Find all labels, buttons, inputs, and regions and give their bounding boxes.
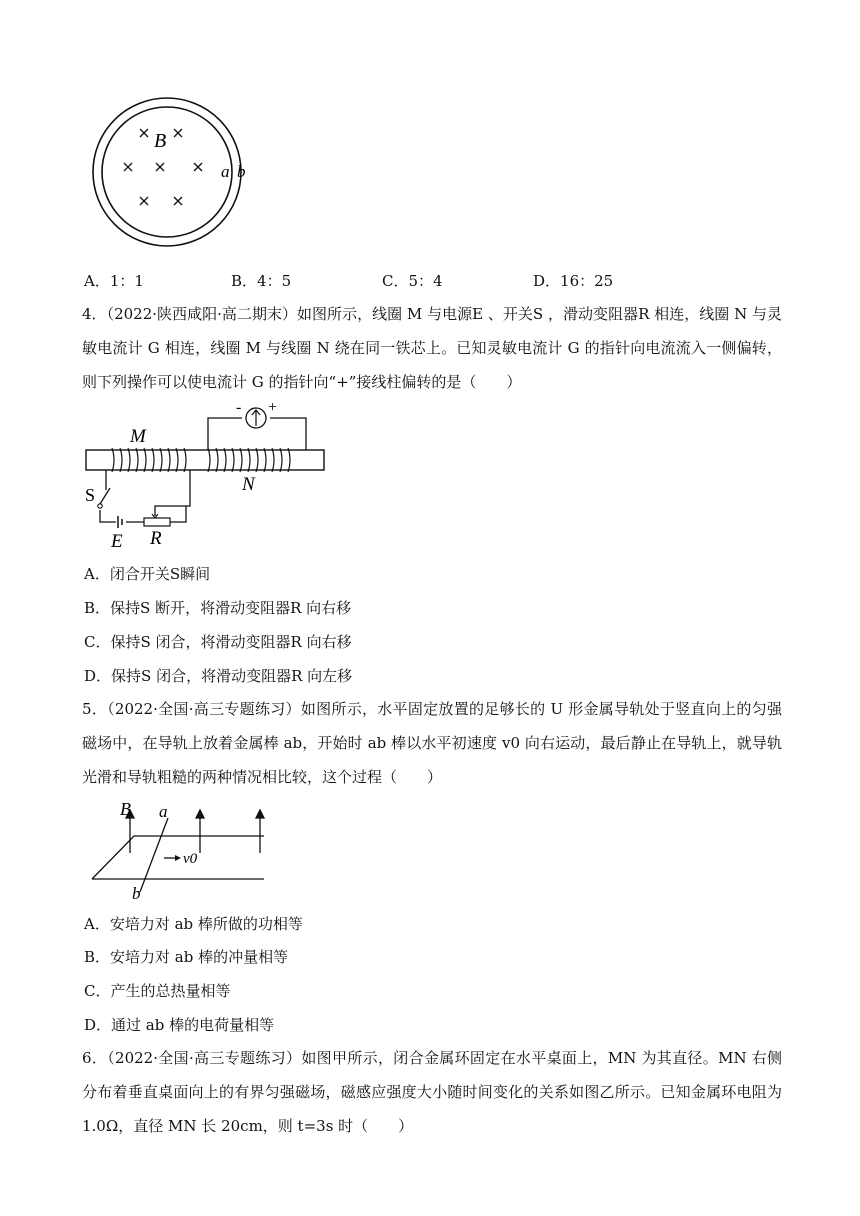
label-N: N (242, 474, 255, 495)
galvanometer-minus: - (236, 399, 242, 416)
q4-option-d[interactable]: D．保持S 闭合，将滑动变阻器R 向左移 (84, 667, 353, 685)
q3-concentric-rings-figure (82, 95, 262, 255)
q5-rail-figure (82, 798, 272, 904)
q5-option-c[interactable]: C．产生的总热量相等 (84, 982, 231, 1000)
label-B: B (120, 799, 131, 819)
label-b: b (132, 884, 141, 903)
q5-question-text: 5．（2022·全国·高三专题练习）如图所示，水平固定放置的足够长的 U 形金属导轨处于竖直向上的匀强磁场中，在导轨上放着金属棒 ab，开始时 ab 棒以水平初速度 v0 向右运动，最后静止在导轨上，就导轨光滑和导轨粗糙的两种情况相比较，这个过程（ ） (82, 700, 782, 786)
label-S: S (85, 485, 96, 505)
q4-question-text: 4．（2022·陕西咸阳·高二期末）如图所示，线圈 M 与电源E 、开关S ，滑动变阻器R 相连，线圈 N 与灵敏电流计 G 相连，线圈 M 与线圈 N 绕在同一铁芯上。已知灵敏电流计 G 的指针向电流流入一侧偏转，则下列操作可以使电流计 G 的指针向“+”接线柱偏转的是（ ） (82, 305, 782, 391)
q4-option-c[interactable]: C．保持S 闭合，将滑动变阻器R 向右移 (84, 633, 352, 651)
q4-option-b[interactable]: B．保持S 断开，将滑动变阻器R 向右移 (84, 599, 352, 617)
switch-icon (98, 504, 102, 508)
q3-choice-a[interactable]: A．1：1 (84, 272, 144, 290)
q4-option-a[interactable]: A．闭合开关S瞬间 (84, 565, 211, 583)
label-b: b (237, 162, 246, 181)
galvanometer-plus: + (268, 399, 278, 416)
q5-option-d[interactable]: D．通过 ab 棒的电荷量相等 (84, 1016, 275, 1034)
q4-coil-circuit-figure (82, 398, 332, 553)
label-a: a (159, 802, 168, 821)
q3-choice-b[interactable]: B．4：5 (231, 272, 292, 290)
q3-choice-c[interactable]: C．5：4 (382, 272, 443, 290)
q5-option-a[interactable]: A．安培力对 ab 棒所做的功相等 (84, 915, 303, 933)
label-a: a (221, 162, 230, 181)
label-M: M (130, 426, 146, 447)
label-B: B (154, 130, 167, 152)
rheostat-icon (144, 518, 170, 526)
label-v0: v0 (183, 851, 198, 867)
q6-question-text: 6．（2022·全国·高三专题练习）如图甲所示，闭合金属环固定在水平桌面上，MN 为其直径。MN 右侧分布着垂直桌面向上的有界匀强磁场，磁感应强度大小随时间变化的关系如图乙所示。已知金属环电阻为 1.0Ω，直径 MN 长 20cm，则 t=3s 时（ ） (82, 1049, 782, 1135)
label-E: E (111, 531, 123, 552)
q3-choice-d[interactable]: D．16：25 (533, 272, 614, 290)
label-R: R (150, 528, 162, 549)
q5-option-b[interactable]: B．安培力对 ab 棒的冲量相等 (84, 948, 289, 966)
